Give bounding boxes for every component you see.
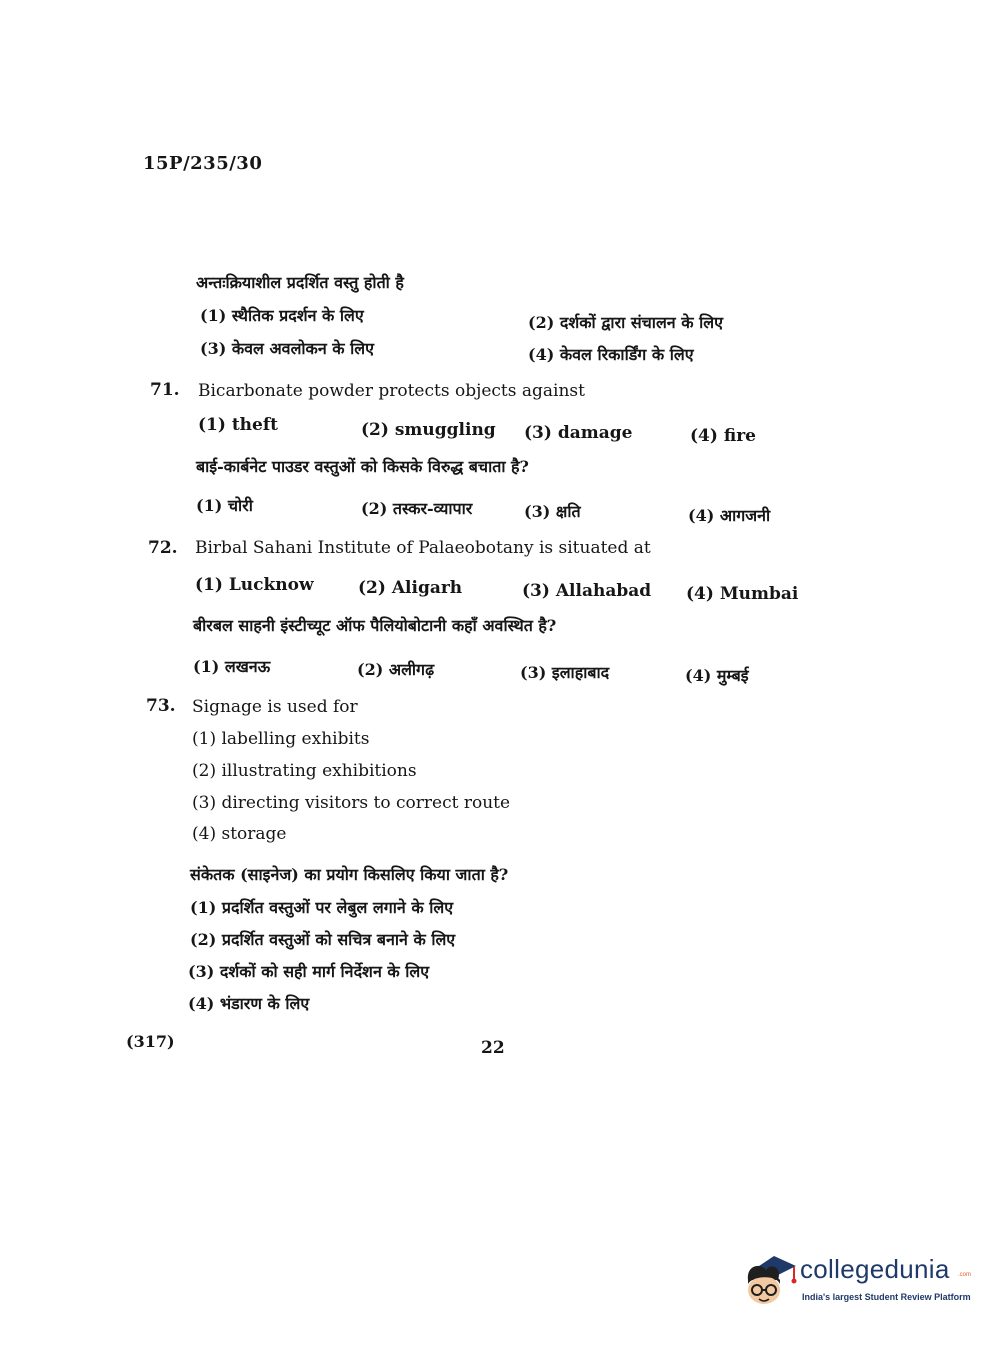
q71-number: 71. xyxy=(150,380,180,400)
q71-hindi-option-2: (2) तस्कर-व्यापार xyxy=(361,499,473,518)
q72-hindi-stem: बीरबल साहनी इंस्टीच्यूट ऑफ पैलियोबोटानी कहाँ अवस्थित है? xyxy=(193,616,557,635)
logo-domain: .com xyxy=(958,1272,972,1278)
q72-option-3: (3) Allahabad xyxy=(522,581,652,601)
q72-stem: Birbal Sahani Institute of Palaeobotany is situated at xyxy=(195,538,651,558)
q70-hindi-option-4: (4) केवल रिकार्डिंग के लिए xyxy=(528,345,694,364)
q72-hindi-option-4: (4) मुम्बई xyxy=(685,666,749,685)
q70-hindi-option-3: (3) केवल अवलोकन के लिए xyxy=(200,339,374,358)
q70-hindi-stem: अन्तःक्रियाशील प्रदर्शित वस्तु होती है xyxy=(196,273,404,292)
q73-hindi-option-3: (3) दर्शकों को सही मार्ग निर्देशन के लिए xyxy=(188,962,430,981)
q73-option-4: (4) storage xyxy=(192,824,287,844)
q71-option-1: (1) theft xyxy=(198,415,279,435)
q73-option-3: (3) directing visitors to correct route xyxy=(192,793,511,813)
q72-number: 72. xyxy=(148,538,178,558)
q71-hindi-option-3: (3) क्षति xyxy=(524,502,581,521)
q73-option-1: (1) labelling exhibits xyxy=(192,729,370,749)
q72-option-2: (2) Aligarh xyxy=(358,578,463,598)
q72-option-4: (4) Mumbai xyxy=(686,584,799,604)
q71-hindi-option-1: (1) चोरी xyxy=(196,496,253,515)
q73-hindi-option-1: (1) प्रदर्शित वस्तुओं पर लेबुल लगाने के लिए xyxy=(190,898,454,917)
q71-option-2: (2) smuggling xyxy=(361,420,496,440)
q73-stem: Signage is used for xyxy=(192,697,358,717)
q70-hindi-option-1: (1) स्थैतिक प्रदर्शन के लिए xyxy=(200,306,364,325)
q71-hindi-option-4: (4) आगजनी xyxy=(688,506,771,525)
q73-hindi-stem: संकेतक (साइनेज) का प्रयोग किसलिए किया जाता है? xyxy=(190,865,509,884)
q73-option-2: (2) illustrating exhibitions xyxy=(192,761,417,781)
logo-brand: collegedunia xyxy=(800,1254,950,1284)
q71-option-3: (3) damage xyxy=(524,423,633,443)
q72-option-1: (1) Lucknow xyxy=(195,575,314,595)
collegedunia-logo xyxy=(742,1250,972,1312)
logo-tagline: India's largest Student Review Platform xyxy=(802,1292,971,1302)
q73-hindi-option-2: (2) प्रदर्शित वस्तुओं को सचित्र बनाने के लिए xyxy=(190,930,456,949)
q70-hindi-option-2: (2) दर्शकों द्वारा संचालन के लिए xyxy=(528,313,723,332)
q71-hindi-stem: बाई-कार्बनेट पाउडर वस्तुओं को किसके विरुद्ध बचाता है? xyxy=(196,457,529,476)
q72-hindi-option-3: (3) इलाहाबाद xyxy=(520,663,610,682)
footer-code: (317) xyxy=(126,1032,175,1051)
mascot-icon xyxy=(742,1250,800,1312)
q73-hindi-option-4: (4) भंडारण के लिए xyxy=(188,994,310,1013)
q72-hindi-option-1: (1) लखनऊ xyxy=(193,657,271,676)
q72-hindi-option-2: (2) अलीगढ़ xyxy=(357,660,435,679)
paper-code: 15P/235/30 xyxy=(143,153,263,174)
q73-number: 73. xyxy=(146,696,176,716)
page-number: 22 xyxy=(481,1038,505,1058)
q71-option-4: (4) fire xyxy=(690,426,756,446)
q71-stem: Bicarbonate powder protects objects against xyxy=(198,381,585,401)
